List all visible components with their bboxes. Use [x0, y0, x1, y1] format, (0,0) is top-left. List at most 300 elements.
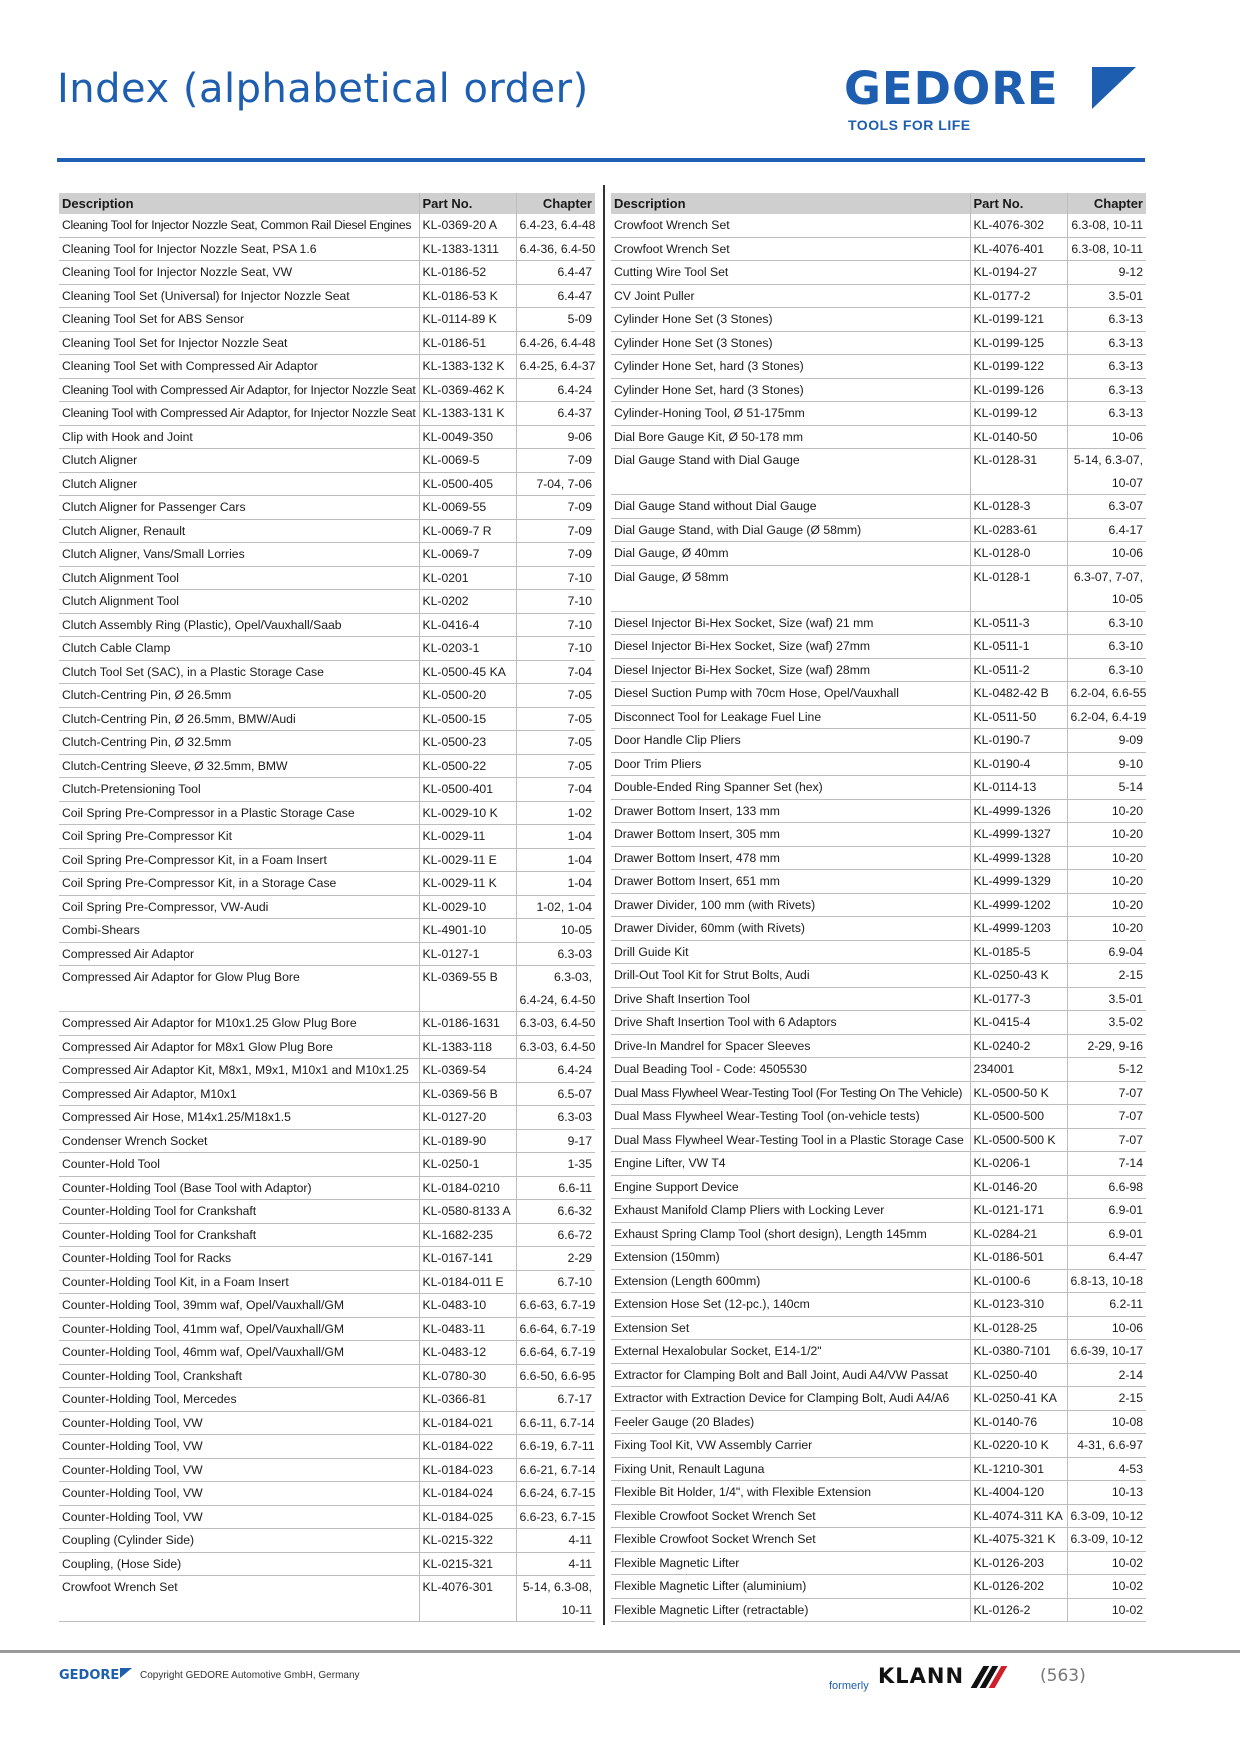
- row-description: [611, 588, 970, 611]
- row-description: Clutch Assembly Ring (Plastic), Opel/Vauxhall/Saab: [59, 613, 419, 637]
- row-part-no: KL-0069-7: [419, 543, 516, 567]
- row-part-no: KL-0366-81: [419, 1388, 516, 1412]
- row-chapter: 10-02: [1067, 1551, 1146, 1575]
- table-row: [611, 964, 1146, 988]
- row-description: Cylinder Hone Set (3 Stones): [611, 331, 970, 355]
- row-chapter: 10-20: [1067, 917, 1146, 941]
- row-part-no: KL-0483-12: [419, 1341, 516, 1365]
- row-description: Condenser Wrench Socket: [59, 1129, 419, 1153]
- row-description: Cylinder Hone Set, hard (3 Stones): [611, 355, 970, 379]
- row-part-no: KL-0186-52: [419, 261, 516, 285]
- row-part-no: KL-4074-311 KA: [970, 1504, 1067, 1528]
- row-chapter: 10-06: [1067, 542, 1146, 566]
- row-description: Diesel Injector Bi-Hex Socket, Size (waf) 27mm: [611, 635, 970, 659]
- row-part-no: KL-0184-022: [419, 1435, 516, 1459]
- table-row: [611, 729, 1146, 753]
- row-description: Feeler Gauge (20 Blades): [611, 1410, 970, 1434]
- table-row: [611, 846, 1146, 870]
- row-chapter: 7-10: [516, 566, 595, 590]
- table-row: [611, 705, 1146, 729]
- row-description: Compressed Air Adaptor for M8x1 Glow Plug Bore: [59, 1035, 419, 1059]
- table-row: [611, 565, 1146, 588]
- row-description: Drawer Divider, 60mm (with Rivets): [611, 917, 970, 941]
- row-chapter: 9-12: [1067, 261, 1146, 285]
- table-row: [611, 378, 1146, 402]
- row-description: Extension Hose Set (12-pc.), 140cm: [611, 1293, 970, 1317]
- row-part-no: KL-0482-42 B: [970, 682, 1067, 706]
- table-row: [611, 1434, 1146, 1458]
- row-part-no: KL-0511-3: [970, 611, 1067, 635]
- row-description: Drive Shaft Insertion Tool with 6 Adaptors: [611, 1011, 970, 1035]
- row-description: Cutting Wire Tool Set: [611, 261, 970, 285]
- row-chapter: 4-11: [516, 1552, 595, 1576]
- row-description: Counter-Holding Tool for Racks: [59, 1247, 419, 1271]
- table-row: [59, 895, 595, 919]
- row-chapter: 5-09: [516, 308, 595, 332]
- row-description: Clutch Aligner, Vans/Small Lorries: [59, 543, 419, 567]
- table-row: [59, 660, 595, 684]
- row-chapter: 6.6-21, 6.7-14: [516, 1458, 595, 1482]
- row-description: Fixing Unit, Renault Laguna: [611, 1457, 970, 1481]
- row-description: Counter-Holding Tool, VW: [59, 1482, 419, 1506]
- row-part-no: KL-1383-118: [419, 1035, 516, 1059]
- table-row: [611, 284, 1146, 308]
- row-chapter: 6.3-13: [1067, 355, 1146, 379]
- row-description: Counter-Holding Tool, 39mm waf, Opel/Vauxhall/GM: [59, 1294, 419, 1318]
- row-description: Cylinder-Honing Tool, Ø 51-175mm: [611, 402, 970, 426]
- table-row: [611, 1598, 1146, 1622]
- row-chapter: 6.9-01: [1067, 1199, 1146, 1223]
- row-description: Clutch Aligner: [59, 449, 419, 473]
- row-part-no: KL-0500-405: [419, 472, 516, 496]
- table-row: [59, 1294, 595, 1318]
- row-part-no: KL-4999-1327: [970, 823, 1067, 847]
- table-row: [611, 799, 1146, 823]
- row-description: Dial Gauge Stand without Dial Gauge: [611, 495, 970, 519]
- table-row: [59, 566, 595, 590]
- row-part-no: KL-0126-2: [970, 1598, 1067, 1622]
- row-part-no: KL-0500-500: [970, 1105, 1067, 1129]
- table-row: [59, 1388, 595, 1412]
- table-row: [611, 1199, 1146, 1223]
- row-description: Counter-Holding Tool, VW: [59, 1505, 419, 1529]
- row-chapter: 6.3-13: [1067, 331, 1146, 355]
- row-part-no: KL-0199-122: [970, 355, 1067, 379]
- row-chapter: 3.5-01: [1067, 284, 1146, 308]
- table-row: [59, 308, 595, 332]
- row-description: Coil Spring Pre-Compressor Kit: [59, 825, 419, 849]
- table-row: [59, 1012, 595, 1036]
- row-chapter: 9-10: [1067, 752, 1146, 776]
- row-chapter: 6.4-24, 6.4-50: [516, 989, 595, 1012]
- table-row: [611, 1011, 1146, 1035]
- row-chapter: 6.4-25, 6.4-37: [516, 355, 595, 379]
- row-part-no: KL-4901-10: [419, 919, 516, 943]
- row-part-no: KL-0369-20 A: [419, 214, 516, 237]
- row-part-no: KL-1383-132 K: [419, 355, 516, 379]
- row-chapter: 2-29: [516, 1247, 595, 1271]
- row-chapter: 1-02: [516, 801, 595, 825]
- row-chapter: 6.3-03, 6.4-50: [516, 1012, 595, 1036]
- table-row: [611, 261, 1146, 285]
- row-part-no: KL-0369-56 B: [419, 1082, 516, 1106]
- row-description: Crowfoot Wrench Set: [62, 1580, 178, 1594]
- row-description: Flexible Bit Holder, 1/4", with Flexible Extension: [611, 1481, 970, 1505]
- row-chapter: 6.3-13: [1067, 378, 1146, 402]
- row-chapter: 4-53: [1067, 1457, 1146, 1481]
- row-chapter: 9-06: [516, 425, 595, 449]
- row-chapter: 7-10: [516, 637, 595, 661]
- row-part-no: KL-0511-1: [970, 635, 1067, 659]
- row-chapter: 6.8-13, 10-18: [1067, 1269, 1146, 1293]
- table-row: [59, 237, 595, 261]
- table-row: [59, 214, 595, 237]
- row-description: Clip with Hook and Joint: [59, 425, 419, 449]
- klann-slashes-icon: [975, 1666, 1011, 1688]
- klann-logo: KLANN: [878, 1664, 965, 1688]
- row-description: Cleaning Tool with Compressed Air Adaptor, for Injector Nozzle Seat: [59, 402, 419, 426]
- row-part-no: KL-0215-321: [419, 1552, 516, 1576]
- row-description: Cleaning Tool Set for Injector Nozzle Seat: [59, 331, 419, 355]
- row-description: Drawer Bottom Insert, 133 mm: [611, 799, 970, 823]
- row-part-no: KL-0029-11: [419, 825, 516, 849]
- row-chapter: 9-17: [516, 1129, 595, 1153]
- table-row: [59, 1364, 595, 1388]
- table-row: [59, 754, 595, 778]
- row-chapter: 6.3-10: [1067, 611, 1146, 635]
- row-chapter: 6.3-07, 7-07,: [1067, 565, 1146, 588]
- row-description: Cylinder Hone Set (3 Stones): [611, 308, 970, 332]
- row-description: Dial Gauge, Ø 58mm: [614, 569, 729, 584]
- row-part-no: KL-0189-90: [419, 1129, 516, 1153]
- row-part-no: KL-4076-301: [419, 1576, 516, 1599]
- row-chapter: 2-29, 9-16: [1067, 1034, 1146, 1058]
- row-part-no: KL-0029-11 K: [419, 872, 516, 896]
- row-part-no: KL-0283-61: [970, 518, 1067, 542]
- table-row: [611, 1575, 1146, 1599]
- row-part-no: KL-0127-1: [419, 942, 516, 966]
- row-part-no: KL-1383-131 K: [419, 402, 516, 426]
- row-description: Clutch Alignment Tool: [59, 590, 419, 614]
- row-part-no: KL-0128-31: [970, 449, 1067, 472]
- row-description: Clutch-Centring Pin, Ø 26.5mm, BMW/Audi: [59, 707, 419, 731]
- row-part-no: KL-0126-203: [970, 1551, 1067, 1575]
- row-chapter: 6.3-09, 10-12: [1067, 1504, 1146, 1528]
- row-chapter: 1-04: [516, 825, 595, 849]
- row-chapter: 6.4-37: [516, 402, 595, 426]
- table-row: [611, 1128, 1146, 1152]
- table-row: [611, 588, 1146, 611]
- row-part-no: KL-0511-2: [970, 658, 1067, 682]
- table-row: [611, 893, 1146, 917]
- row-description: Clutch Alignment Tool: [59, 566, 419, 590]
- row-chapter: 5-14, 6.3-07,: [1067, 449, 1146, 472]
- row-chapter: 6.6-98: [1067, 1175, 1146, 1199]
- logo-wordmark: GEDORE: [844, 62, 1059, 115]
- row-description: Counter-Holding Tool for Crankshaft: [59, 1223, 419, 1247]
- row-description: Engine Support Device: [611, 1175, 970, 1199]
- row-description: Flexible Magnetic Lifter (aluminium): [611, 1575, 970, 1599]
- footer-wedge-icon: [120, 1668, 132, 1678]
- row-chapter: 6.4-47: [516, 284, 595, 308]
- row-part-no: KL-0220-10 K: [970, 1434, 1067, 1458]
- row-description: Extractor with Extraction Device for Clamping Bolt, Audi A4/A6: [611, 1387, 970, 1411]
- row-part-no: KL-0250-1: [419, 1153, 516, 1177]
- table-row: [611, 1316, 1146, 1340]
- table-row: [59, 1129, 595, 1153]
- header-part-no: Part No.: [419, 193, 516, 214]
- row-chapter: 10-20: [1067, 846, 1146, 870]
- row-description: Crowfoot Wrench Set: [611, 237, 970, 261]
- table-row: [59, 284, 595, 308]
- row-part-no: KL-0128-25: [970, 1316, 1067, 1340]
- row-chapter: 5-14, 6.3-08,: [516, 1576, 595, 1599]
- row-part-no: KL-0190-7: [970, 729, 1067, 753]
- row-part-no: [419, 1599, 516, 1622]
- row-chapter: 6.3-08, 10-11: [1067, 214, 1146, 237]
- row-chapter: 6.6-63, 6.7-19: [516, 1294, 595, 1318]
- row-part-no: [970, 588, 1067, 611]
- table-row: [611, 1222, 1146, 1246]
- row-part-no: KL-0240-2: [970, 1034, 1067, 1058]
- row-description: Coupling (Cylinder Side): [59, 1529, 419, 1553]
- row-description: Clutch Aligner: [59, 472, 419, 496]
- row-part-no: KL-0177-2: [970, 284, 1067, 308]
- row-description: Crowfoot Wrench Set: [611, 214, 970, 237]
- table-row: [59, 519, 595, 543]
- row-description: Cleaning Tool for Injector Nozzle Seat, PSA 1.6: [59, 237, 419, 261]
- row-chapter: 6.6-64, 6.7-19: [516, 1341, 595, 1365]
- row-description: Door Handle Clip Pliers: [611, 729, 970, 753]
- row-part-no: KL-0380-7101: [970, 1340, 1067, 1364]
- row-chapter: 7-07: [1067, 1105, 1146, 1129]
- row-part-no: KL-0284-21: [970, 1222, 1067, 1246]
- row-part-no: KL-0184-011 E: [419, 1270, 516, 1294]
- table-row: [59, 872, 595, 896]
- row-part-no: KL-0199-121: [970, 308, 1067, 332]
- table-row: [611, 940, 1146, 964]
- row-description: Diesel Injector Bi-Hex Socket, Size (waf) 21 mm: [611, 611, 970, 635]
- row-chapter: 6.3-03,: [516, 966, 595, 989]
- row-part-no: KL-0126-202: [970, 1575, 1067, 1599]
- row-chapter: 10-07: [1067, 472, 1146, 495]
- column-divider: [603, 185, 605, 1625]
- row-description: Double-Ended Ring Spanner Set (hex): [611, 776, 970, 800]
- row-chapter: 6.6-32: [516, 1200, 595, 1224]
- row-chapter: 6.4-23, 6.4-48: [516, 214, 595, 237]
- row-part-no: KL-0186-53 K: [419, 284, 516, 308]
- row-part-no: KL-0128-0: [970, 542, 1067, 566]
- table-row: [611, 1457, 1146, 1481]
- row-description: Dial Bore Gauge Kit, Ø 50-178 mm: [611, 425, 970, 449]
- row-part-no: KL-0049-350: [419, 425, 516, 449]
- table-row: [611, 518, 1146, 542]
- row-description: Counter-Holding Tool, VW: [59, 1411, 419, 1435]
- table-row: [611, 823, 1146, 847]
- row-chapter: 7-07: [1067, 1081, 1146, 1105]
- table-row: [611, 1363, 1146, 1387]
- table-row: [611, 870, 1146, 894]
- row-description: Coil Spring Pre-Compressor in a Plastic Storage Case: [59, 801, 419, 825]
- table-row: [59, 1458, 595, 1482]
- row-part-no: KL-4075-321 K: [970, 1528, 1067, 1552]
- row-part-no: KL-0500-50 K: [970, 1081, 1067, 1105]
- row-chapter: 9-09: [1067, 729, 1146, 753]
- row-part-no: KL-4076-401: [970, 237, 1067, 261]
- row-part-no: KL-0184-021: [419, 1411, 516, 1435]
- table-row: [59, 1341, 595, 1365]
- row-chapter: 6.4-26, 6.4-48: [516, 331, 595, 355]
- table-row: [611, 1293, 1146, 1317]
- row-part-no: [419, 989, 516, 1012]
- logo-tagline: TOOLS FOR LIFE: [848, 117, 971, 133]
- row-part-no: KL-0194-27: [970, 261, 1067, 285]
- table-row: [59, 1552, 595, 1576]
- row-description: Exhaust Spring Clamp Tool (short design), Length 145mm: [611, 1222, 970, 1246]
- table-row: [611, 425, 1146, 449]
- table-row: [611, 1152, 1146, 1176]
- table-row: [59, 731, 595, 755]
- row-description: Disconnect Tool for Leakage Fuel Line: [611, 705, 970, 729]
- row-description: Cleaning Tool Set for ABS Sensor: [59, 308, 419, 332]
- row-part-no: KL-4999-1202: [970, 893, 1067, 917]
- row-chapter: 3.5-01: [1067, 987, 1146, 1011]
- table-row: [59, 966, 595, 989]
- row-description: Dual Beading Tool - Code: 4505530: [611, 1058, 970, 1082]
- table-row: [611, 1528, 1146, 1552]
- row-part-no: KL-0500-20: [419, 684, 516, 708]
- row-description: Flexible Magnetic Lifter: [611, 1551, 970, 1575]
- table-row: [611, 987, 1146, 1011]
- row-description: Dial Gauge, Ø 40mm: [611, 542, 970, 566]
- row-chapter: 7-09: [516, 519, 595, 543]
- row-chapter: 10-02: [1067, 1598, 1146, 1622]
- row-description: [59, 989, 419, 1012]
- row-chapter: 10-20: [1067, 823, 1146, 847]
- row-part-no: KL-0511-50: [970, 705, 1067, 729]
- row-part-no: KL-0369-55 B: [419, 966, 516, 989]
- row-description: Cleaning Tool with Compressed Air Adaptor, for Injector Nozzle Seat: [59, 378, 419, 402]
- table-row: [59, 378, 595, 402]
- row-chapter: 6.3-13: [1067, 308, 1146, 332]
- row-chapter: 6.3-03: [516, 942, 595, 966]
- table-row: [59, 684, 595, 708]
- row-chapter: 6.4-36, 6.4-50: [516, 237, 595, 261]
- row-part-no: KL-0199-126: [970, 378, 1067, 402]
- row-description: Diesel Injector Bi-Hex Socket, Size (waf) 28mm: [611, 658, 970, 682]
- row-part-no: KL-0069-7 R: [419, 519, 516, 543]
- table-row: [611, 682, 1146, 706]
- row-part-no: KL-1682-235: [419, 1223, 516, 1247]
- table-row: [611, 1269, 1146, 1293]
- row-description: Dual Mass Flywheel Wear-Testing Tool in a Plastic Storage Case: [611, 1128, 970, 1152]
- row-chapter: 10-06: [1067, 425, 1146, 449]
- row-description: Clutch Aligner, Renault: [59, 519, 419, 543]
- row-description: Cylinder Hone Set, hard (3 Stones): [611, 378, 970, 402]
- row-description: Clutch-Centring Pin, Ø 26.5mm: [59, 684, 419, 708]
- row-description: Counter-Holding Tool, Crankshaft: [59, 1364, 419, 1388]
- table-row: [59, 1435, 595, 1459]
- row-chapter: 10-20: [1067, 893, 1146, 917]
- row-description: Fixing Tool Kit, VW Assembly Carrier: [611, 1434, 970, 1458]
- index-table-left: [59, 193, 595, 1622]
- row-chapter: 6.3-03, 6.4-50: [516, 1035, 595, 1059]
- row-description: Counter-Holding Tool, 41mm waf, Opel/Vauxhall/GM: [59, 1317, 419, 1341]
- table-row: [59, 989, 595, 1012]
- row-chapter: 6.6-11: [516, 1176, 595, 1200]
- table-row: [611, 1551, 1146, 1575]
- row-description: Flexible Crowfoot Socket Wrench Set: [611, 1528, 970, 1552]
- row-part-no: KL-0167-141: [419, 1247, 516, 1271]
- row-chapter: 7-05: [516, 731, 595, 755]
- row-description: Counter-Holding Tool, VW: [59, 1435, 419, 1459]
- row-part-no: KL-0186-501: [970, 1246, 1067, 1270]
- table-row: [611, 237, 1146, 261]
- table-row: [611, 1081, 1146, 1105]
- table-row: [59, 331, 595, 355]
- row-description: Clutch Aligner for Passenger Cars: [59, 496, 419, 520]
- row-description: Coupling, (Hose Side): [59, 1552, 419, 1576]
- header-part-no: Part No.: [970, 193, 1067, 214]
- table-row: [611, 658, 1146, 682]
- row-chapter: 6.3-09, 10-12: [1067, 1528, 1146, 1552]
- row-chapter: 6.9-04: [1067, 940, 1146, 964]
- row-part-no: KL-0201: [419, 566, 516, 590]
- row-part-no: KL-4999-1203: [970, 917, 1067, 941]
- row-part-no: KL-0029-11 E: [419, 848, 516, 872]
- row-part-no: KL-1383-1311: [419, 237, 516, 261]
- table-row: [59, 1059, 595, 1083]
- row-chapter: 7-07: [1067, 1128, 1146, 1152]
- row-chapter: 10-13: [1067, 1481, 1146, 1505]
- row-part-no: KL-0500-23: [419, 731, 516, 755]
- row-description: Dual Mass Flywheel Wear-Testing Tool (on-vehicle tests): [611, 1105, 970, 1129]
- row-chapter: 6.4-17: [1067, 518, 1146, 542]
- row-description: Counter-Holding Tool, VW: [59, 1458, 419, 1482]
- row-part-no: KL-0184-024: [419, 1482, 516, 1506]
- row-description: Coil Spring Pre-Compressor, VW-Audi: [59, 895, 419, 919]
- row-description: Drawer Bottom Insert, 651 mm: [611, 870, 970, 894]
- row-description: Flexible Magnetic Lifter (retractable): [611, 1598, 970, 1622]
- row-description: Counter-Hold Tool: [59, 1153, 419, 1177]
- table-row: [59, 1247, 595, 1271]
- row-chapter: 6.5-07: [516, 1082, 595, 1106]
- row-part-no: KL-4999-1326: [970, 799, 1067, 823]
- table-header-row: [611, 193, 1146, 214]
- row-part-no: KL-0483-11: [419, 1317, 516, 1341]
- row-description: Clutch Cable Clamp: [59, 637, 419, 661]
- row-part-no: KL-0029-10 K: [419, 801, 516, 825]
- row-part-no: KL-0127-20: [419, 1106, 516, 1130]
- row-part-no: KL-0500-15: [419, 707, 516, 731]
- row-chapter: 6.7-17: [516, 1388, 595, 1412]
- table-row: [59, 637, 595, 661]
- row-description: Cleaning Tool Set (Universal) for Injector Nozzle Seat: [59, 284, 419, 308]
- row-chapter: 6.2-04, 6.6-55: [1067, 682, 1146, 706]
- row-part-no: KL-0780-30: [419, 1364, 516, 1388]
- row-description: Extension (150mm): [611, 1246, 970, 1270]
- row-description: Drawer Bottom Insert, 305 mm: [611, 823, 970, 847]
- row-chapter: 4-31, 6.6-97: [1067, 1434, 1146, 1458]
- row-description: CV Joint Puller: [611, 284, 970, 308]
- table-row: [59, 402, 595, 426]
- table-row: [59, 801, 595, 825]
- table-row: [59, 472, 595, 496]
- table-row: [59, 449, 595, 473]
- row-description: Compressed Air Adaptor: [59, 942, 419, 966]
- row-description: Counter-Holding Tool (Base Tool with Adaptor): [59, 1176, 419, 1200]
- index-table-right: [611, 193, 1146, 1622]
